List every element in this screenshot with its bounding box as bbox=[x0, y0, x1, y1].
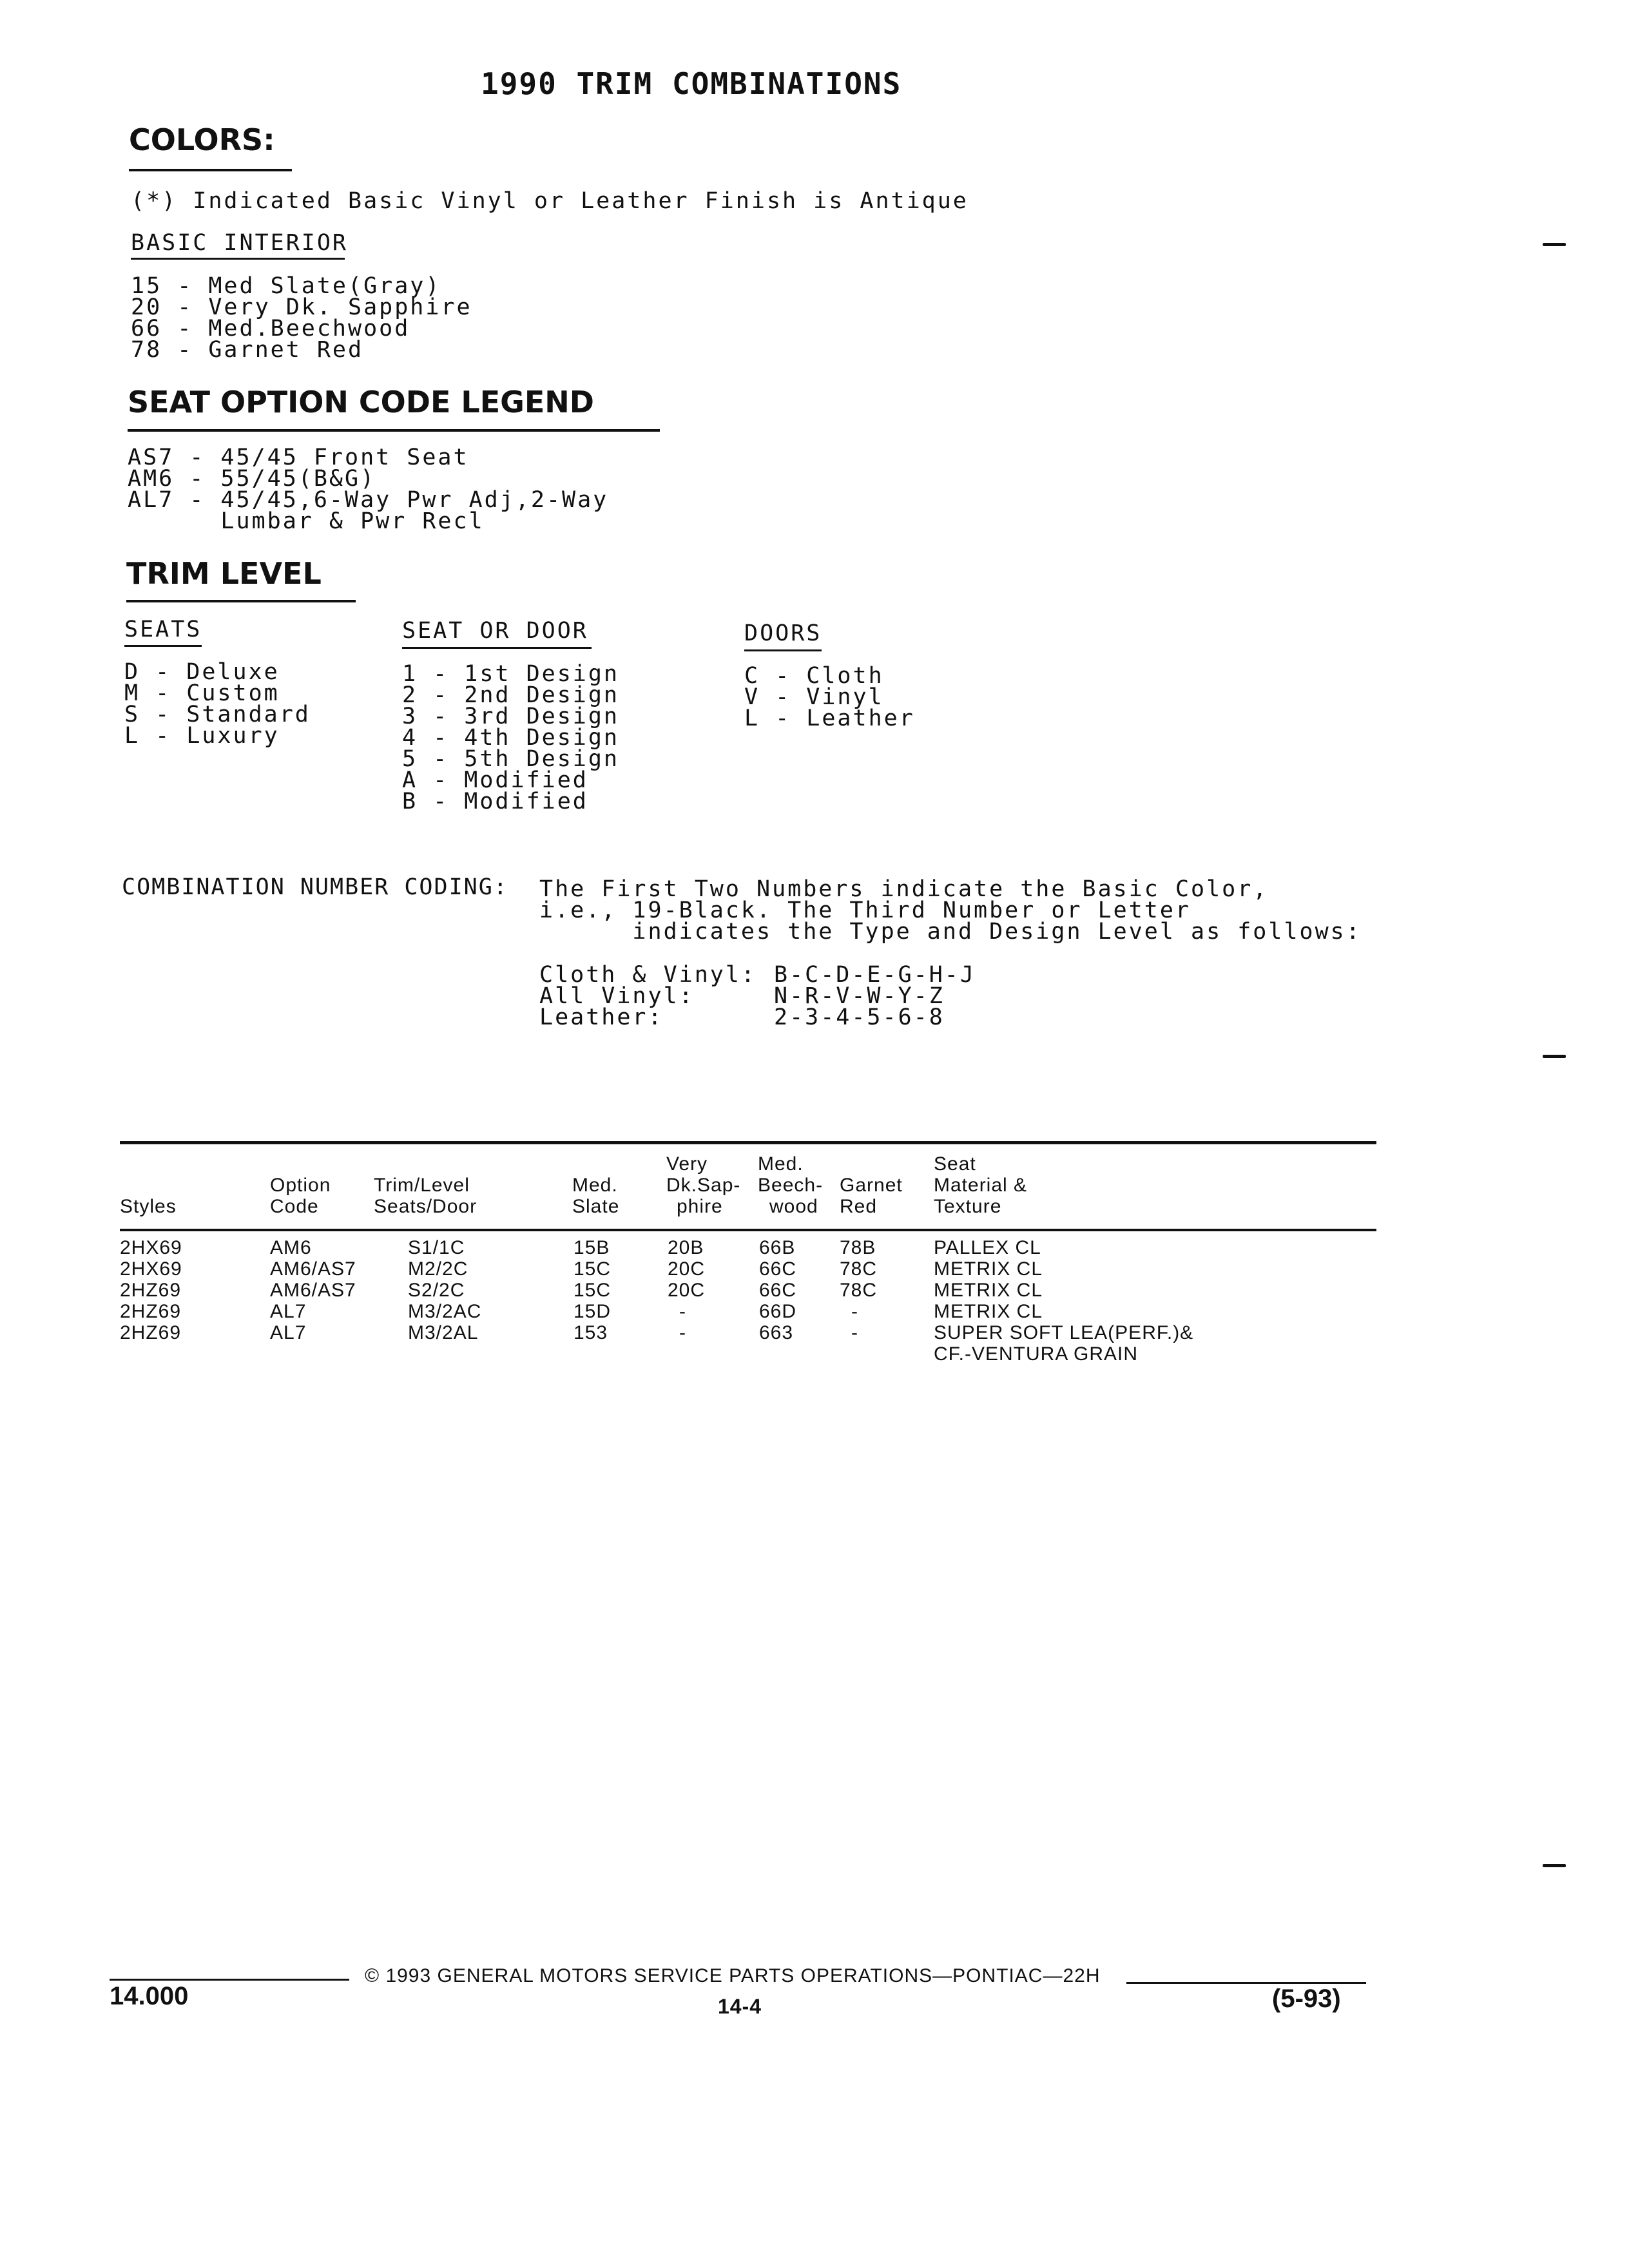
color-item: 78 - Garnet Red bbox=[131, 337, 364, 363]
column-styles bbox=[120, 1238, 182, 1344]
table-cell: 78C bbox=[840, 1280, 878, 1301]
seat-item: S - Standard bbox=[124, 702, 311, 727]
color-list bbox=[131, 273, 472, 363]
door-item: C - Cloth bbox=[744, 663, 884, 689]
table-cell: 20B bbox=[668, 1237, 704, 1258]
design-item: B - Modified bbox=[402, 789, 588, 814]
table-cell: AM6/AS7 bbox=[270, 1280, 356, 1301]
footer-date: (5-93) bbox=[1272, 1984, 1341, 2013]
table-cell: 2HZ69 bbox=[120, 1280, 182, 1301]
design-item: 2 - 2nd Design bbox=[402, 682, 620, 708]
header-styles: Styles bbox=[120, 1196, 177, 1217]
table-cell: 15D bbox=[574, 1301, 612, 1322]
seat-option-underline bbox=[128, 429, 660, 432]
seat-option-heading: SEAT OPTION CODE LEGEND bbox=[128, 385, 594, 419]
column-slate bbox=[574, 1238, 611, 1344]
header-very-dk-sapphire: Very Dk.Sap- phire bbox=[666, 1153, 741, 1217]
seat-option-item: AL7 - 45/45,6-Way Pwr Adj,2-Way bbox=[128, 487, 609, 513]
table-cell: M2/2C bbox=[408, 1258, 468, 1280]
code-value: B-C-D-E-G-H-J bbox=[774, 962, 976, 988]
design-item: 1 - 1st Design bbox=[402, 661, 620, 687]
table-cell: 2HZ69 bbox=[120, 1322, 182, 1343]
table-cell: 663 bbox=[759, 1322, 794, 1343]
header-med-beechwood: Med. Beech- wood bbox=[758, 1153, 824, 1217]
code-value: 2-3-4-5-6-8 bbox=[774, 1004, 945, 1030]
footer-rule-right bbox=[1126, 1982, 1366, 1984]
footer-rule-left bbox=[110, 1979, 349, 1981]
color-item: 15 - Med Slate(Gray) bbox=[131, 273, 441, 299]
table-cell: - bbox=[851, 1322, 858, 1343]
trim-level-underline bbox=[126, 600, 356, 602]
combination-line: indicates the Type and Design Level as follows: bbox=[539, 919, 1362, 945]
footer-page-number: 14-4 bbox=[718, 1995, 762, 2018]
doors-heading: DOORS bbox=[744, 620, 822, 646]
column-sapphire bbox=[668, 1238, 705, 1344]
doors-underline bbox=[744, 649, 822, 651]
table-cell: 2HX69 bbox=[120, 1258, 182, 1280]
page-title: 1990 TRIM COMBINATIONS bbox=[481, 66, 902, 101]
combination-line: i.e., 19-Black. The Third Number or Letter bbox=[539, 898, 1191, 923]
column-material bbox=[934, 1238, 1193, 1365]
basic-interior-heading: BASIC INTERIOR bbox=[131, 230, 349, 256]
footer-section-number: 14.000 bbox=[110, 1982, 189, 2010]
footer-copyright: © 1993 GENERAL MOTORS SERVICE PARTS OPERATIONS—PONTIAC—22H bbox=[365, 1965, 1101, 1986]
design-item: 4 - 4th Design bbox=[402, 725, 620, 751]
table-cell: 2HX69 bbox=[120, 1237, 182, 1258]
table-top-rule bbox=[120, 1141, 1376, 1144]
seat-option-list bbox=[128, 447, 608, 532]
code-label: Cloth & Vinyl: bbox=[539, 962, 757, 988]
table-cell: - bbox=[679, 1301, 686, 1322]
seats-heading: SEATS bbox=[124, 617, 202, 642]
table-cell: S1/1C bbox=[408, 1237, 465, 1258]
table-cell: 66D bbox=[759, 1301, 797, 1322]
table-cell: 66B bbox=[759, 1237, 796, 1258]
table-cell: 78C bbox=[840, 1258, 878, 1280]
seat-or-door-list bbox=[402, 661, 620, 814]
table-cell: 15B bbox=[574, 1237, 610, 1258]
combination-code-labels bbox=[539, 962, 757, 1030]
binder-tick-mark bbox=[1543, 1055, 1566, 1058]
color-item: 66 - Med.Beechwood bbox=[131, 316, 410, 341]
table-cell: 20C bbox=[668, 1280, 706, 1301]
table-cell: S2/2C bbox=[408, 1280, 465, 1301]
combination-code-values bbox=[774, 962, 976, 1030]
combination-line: The First Two Numbers indicate the Basic Color, bbox=[539, 876, 1269, 902]
trim-level-heading: TRIM LEVEL bbox=[126, 556, 322, 591]
column-option bbox=[270, 1238, 356, 1344]
table-cell: M3/2AC bbox=[408, 1301, 482, 1322]
header-option-code: Option Code bbox=[270, 1175, 331, 1217]
colors-heading-underline bbox=[129, 169, 292, 171]
table-cell: SUPER SOFT LEA(PERF.)& bbox=[934, 1322, 1194, 1343]
design-item: 3 - 3rd Design bbox=[402, 704, 620, 729]
table-cell: AM6 bbox=[270, 1237, 312, 1258]
seats-underline bbox=[124, 645, 202, 647]
table-cell: - bbox=[851, 1301, 858, 1322]
design-item: A - Modified bbox=[402, 767, 588, 793]
table-cell: 15C bbox=[574, 1258, 612, 1280]
seats-list bbox=[124, 659, 311, 749]
column-trim bbox=[408, 1238, 481, 1344]
table-cell: 2HZ69 bbox=[120, 1301, 182, 1322]
table-cell: 20C bbox=[668, 1258, 706, 1280]
header-trim-level: Trim/Level Seats/Door bbox=[374, 1175, 477, 1217]
table-cell: CF.-VENTURA GRAIN bbox=[934, 1343, 1139, 1365]
table-cell: AL7 bbox=[270, 1301, 307, 1322]
header-med-slate: Med. Slate bbox=[572, 1175, 620, 1217]
table-cell: METRIX CL bbox=[934, 1301, 1043, 1322]
door-item: V - Vinyl bbox=[744, 684, 884, 710]
header-seat-material: Seat Material & Texture bbox=[934, 1153, 1028, 1217]
table-cell: 153 bbox=[574, 1322, 608, 1343]
seat-item: D - Deluxe bbox=[124, 659, 280, 685]
color-item: 20 - Very Dk. Sapphire bbox=[131, 294, 472, 320]
seat-option-item: AS7 - 45/45 Front Seat bbox=[128, 445, 469, 470]
table-cell: - bbox=[679, 1322, 686, 1343]
colors-heading: COLORS: bbox=[129, 122, 275, 157]
table-cell: AM6/AS7 bbox=[270, 1258, 356, 1280]
design-item: 5 - 5th Design bbox=[402, 746, 620, 772]
table-cell: 78B bbox=[840, 1237, 876, 1258]
combination-description bbox=[539, 876, 1362, 945]
table-cell: AL7 bbox=[270, 1322, 307, 1343]
seat-item: M - Custom bbox=[124, 680, 280, 706]
table-cell: 15C bbox=[574, 1280, 612, 1301]
table-cell: M3/2AL bbox=[408, 1322, 479, 1343]
table-cell: 66C bbox=[759, 1280, 797, 1301]
basic-interior-underline bbox=[131, 258, 345, 260]
column-beechwood bbox=[759, 1238, 796, 1344]
binder-tick-mark bbox=[1543, 243, 1566, 246]
table-cell: PALLEX CL bbox=[934, 1237, 1041, 1258]
table-cell: METRIX CL bbox=[934, 1280, 1043, 1301]
code-label: All Vinyl: bbox=[539, 983, 695, 1009]
column-garnet bbox=[840, 1238, 877, 1344]
seat-option-item: Lumbar & Pwr Recl bbox=[128, 508, 485, 534]
table-header-rule bbox=[120, 1229, 1376, 1231]
seat-or-door-heading: SEAT OR DOOR bbox=[402, 618, 588, 644]
binder-tick-mark bbox=[1543, 1864, 1566, 1867]
seat-option-item: AM6 - 55/45(B&G) bbox=[128, 466, 376, 492]
combination-label: COMBINATION NUMBER CODING: bbox=[122, 874, 508, 900]
header-garnet-red: Garnet Red bbox=[840, 1175, 903, 1217]
door-item: L - Leather bbox=[744, 706, 915, 731]
table-cell: 66C bbox=[759, 1258, 797, 1280]
doors-list bbox=[744, 663, 915, 731]
code-label: Leather: bbox=[539, 1004, 664, 1030]
table-cell: METRIX CL bbox=[934, 1258, 1043, 1280]
colors-note: (*) Indicated Basic Vinyl or Leather Finish is Antique bbox=[131, 188, 969, 214]
seat-item: L - Luxury bbox=[124, 723, 280, 749]
seat-or-door-underline bbox=[402, 647, 592, 649]
code-value: N-R-V-W-Y-Z bbox=[774, 983, 945, 1009]
